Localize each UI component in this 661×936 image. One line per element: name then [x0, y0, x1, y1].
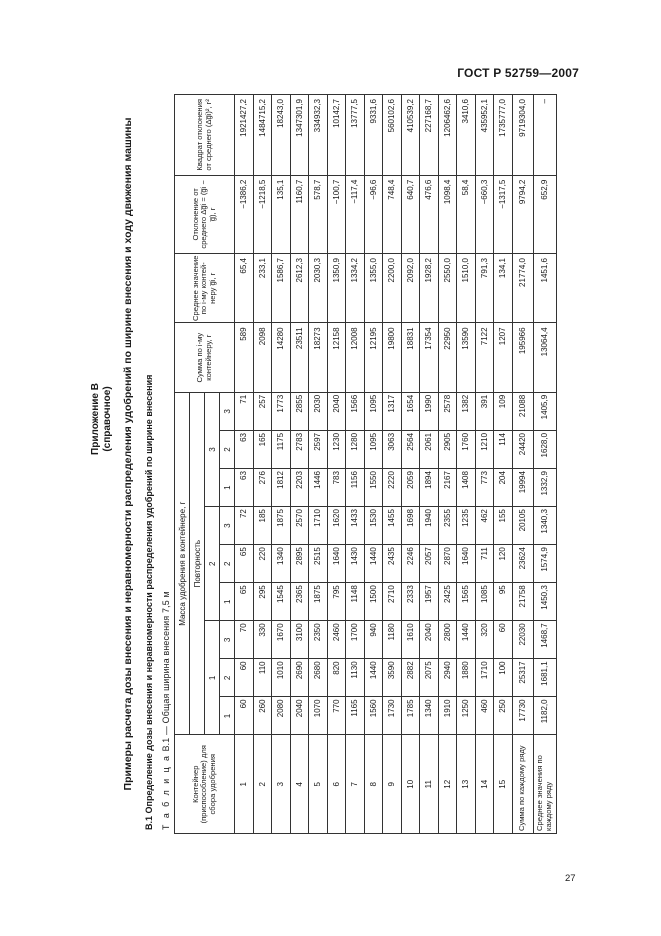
mass-cell: 2246 [401, 545, 420, 583]
mean-cell: 1586,7 [272, 254, 291, 323]
table-body [235, 95, 557, 834]
mass-cell: 20105 [512, 507, 533, 545]
dev-cell: −1317,5 [494, 175, 513, 253]
mass-cell: 114 [494, 430, 513, 468]
mass-cell: 2690 [290, 659, 309, 697]
mass-cell: 1340 [272, 545, 291, 583]
header-square: Квадрат отклонения от среднего (Δg̅i)², г² [175, 95, 235, 176]
mass-cell: 1773 [272, 392, 291, 430]
table-caption-prefix: Т а б л и ц а [161, 754, 171, 830]
sq-cell: 1735777,0 [494, 95, 513, 176]
container-cell: 12 [438, 735, 457, 834]
mass-cell: 2040 [327, 392, 346, 430]
mass-cell: 65 [235, 583, 254, 621]
sq-cell: 410539,2 [401, 95, 420, 176]
sum-cell: 2098 [253, 323, 272, 392]
mass-cell: 2333 [401, 583, 420, 621]
table-row [346, 95, 365, 834]
mass-cell: 2080 [272, 697, 291, 735]
sq-cell: 435952,1 [475, 95, 494, 176]
dev-cell: −117,4 [346, 175, 365, 253]
data-table [174, 94, 557, 834]
container-cell: 3 [272, 735, 291, 834]
section-title: В.1 Определение дозы внесения и неравномерности распределения удобрений по ширине внесения [144, 374, 154, 830]
sum-cell: 589 [235, 323, 254, 392]
sum-cell: 19800 [383, 323, 402, 392]
mass-cell: 1440 [364, 659, 383, 697]
mass-cell: 1566 [346, 392, 365, 430]
mass-cell: 95 [494, 583, 513, 621]
mass-cell: 204 [494, 469, 513, 507]
mean-cell: 1510,0 [457, 254, 476, 323]
mass-cell: 1210 [475, 430, 494, 468]
mass-cell: 1468,7 [533, 621, 556, 659]
sq-cell: – [533, 95, 556, 176]
mass-cell: 1165 [346, 697, 365, 735]
mass-cell: 1085 [475, 583, 494, 621]
mass-cell: 185 [253, 507, 272, 545]
mass-cell: 2905 [438, 430, 457, 468]
container-cell: 8 [364, 735, 383, 834]
mass-cell: 295 [253, 583, 272, 621]
table-row [533, 95, 556, 834]
mass-cell: 1095 [364, 430, 383, 468]
mass-cell: 1620 [327, 507, 346, 545]
table-caption [161, 74, 171, 830]
mass-cell: 120 [494, 545, 513, 583]
dev-cell: 135,1 [272, 175, 291, 253]
mean-cell: 233,1 [253, 254, 272, 323]
mass-cell: 100 [494, 659, 513, 697]
mass-cell: 773 [475, 469, 494, 507]
header-deviation: Отклонение от среднего Δg̅i = (g̅i − g̅), г [175, 175, 235, 253]
mass-cell: 1875 [309, 583, 328, 621]
mass-cell: 2855 [290, 392, 309, 430]
mass-cell: 1610 [401, 621, 420, 659]
mean-cell: 2612,3 [290, 254, 309, 323]
sum-cell: 18273 [309, 323, 328, 392]
mass-cell: 2365 [290, 583, 309, 621]
mean-cell: 791,3 [475, 254, 494, 323]
appendix-title: Примеры расчета дозы внесения и неравномерности распределения удобрений по ширине внесения и ходу движения машины [122, 117, 134, 791]
dev-cell: 652,9 [533, 175, 556, 253]
mass-cell: 260 [253, 697, 272, 735]
mass-cell: 391 [475, 392, 494, 430]
table-row [420, 95, 439, 834]
mass-cell: 2203 [290, 469, 309, 507]
dev-cell: −100,7 [327, 175, 346, 253]
mass-cell: 22030 [512, 621, 533, 659]
mean-cell: 2092,0 [401, 254, 420, 323]
mass-cell: 2515 [309, 545, 328, 583]
sq-cell: 560102,6 [383, 95, 402, 176]
document-header: ГОСТ Р 52759—2007 [457, 66, 579, 80]
table-row [253, 95, 272, 834]
container-cell: 11 [420, 735, 439, 834]
container-cell: 4 [290, 735, 309, 834]
mass-cell: 1010 [272, 659, 291, 697]
container-cell: 13 [457, 735, 476, 834]
mass-cell: 2460 [327, 621, 346, 659]
container-cell: 1 [235, 735, 254, 834]
mass-cell: 1681,1 [533, 659, 556, 697]
mass-cell: 1440 [457, 621, 476, 659]
mass-cell: 2435 [383, 545, 402, 583]
mass-cell: 1880 [457, 659, 476, 697]
mass-cell: 2597 [309, 430, 328, 468]
header-mass: Масса удобрения в контейнере, г [175, 392, 190, 735]
dev-cell: 748,4 [383, 175, 402, 253]
mass-cell: 2895 [290, 545, 309, 583]
header-row-3a: 3 [220, 621, 235, 659]
mass-cell: 2030 [309, 392, 328, 430]
mass-cell: 1700 [346, 621, 365, 659]
header-row-2a: 2 [220, 659, 235, 697]
mass-cell: 2040 [420, 621, 439, 659]
mass-cell: 165 [253, 430, 272, 468]
mass-cell: 1545 [272, 583, 291, 621]
mass-cell: 2710 [383, 583, 402, 621]
mass-cell: 23624 [512, 545, 533, 583]
sq-cell: 18243,0 [272, 95, 291, 176]
mean-cell: 2200,0 [383, 254, 402, 323]
container-cell: 5 [309, 735, 328, 834]
mass-cell: 21088 [512, 392, 533, 430]
container-cell: 9 [383, 735, 402, 834]
mass-cell: 2057 [420, 545, 439, 583]
header-rep-3: 3 [205, 392, 220, 506]
mass-cell: 1148 [346, 583, 365, 621]
sum-cell: 12008 [346, 323, 365, 392]
container-cell: 10 [401, 735, 420, 834]
mass-cell: 65 [235, 545, 254, 583]
header-row-3c: 3 [220, 392, 235, 430]
mean-cell: 1350,9 [327, 254, 346, 323]
table-row [457, 95, 476, 834]
sum-cell: 17354 [420, 323, 439, 392]
container-cell: 6 [327, 735, 346, 834]
sum-cell: 7122 [475, 323, 494, 392]
mass-cell: 2075 [420, 659, 439, 697]
table-row [290, 95, 309, 834]
mass-cell: 1405,9 [533, 392, 556, 430]
sq-cell: 1921427,2 [235, 95, 254, 176]
mean-cell: 2550,0 [438, 254, 457, 323]
sum-cell: 12195 [364, 323, 383, 392]
mass-cell: 1530 [364, 507, 383, 545]
mass-cell: 1500 [364, 583, 383, 621]
mass-cell: 940 [364, 621, 383, 659]
mass-cell: 220 [253, 545, 272, 583]
sq-cell: 3410,6 [457, 95, 476, 176]
mass-cell: 1940 [420, 507, 439, 545]
mass-cell: 71 [235, 392, 254, 430]
mass-cell: 320 [475, 621, 494, 659]
mass-cell: 2870 [438, 545, 457, 583]
mass-cell: 25317 [512, 659, 533, 697]
dev-cell: 58,4 [457, 175, 476, 253]
dev-cell: −660,3 [475, 175, 494, 253]
mass-cell: 24420 [512, 430, 533, 468]
mass-cell: 60 [235, 659, 254, 697]
mass-cell: 783 [327, 469, 346, 507]
mass-cell: 1430 [346, 545, 365, 583]
rotated-content [90, 74, 570, 834]
mean-cell: 1928,2 [420, 254, 439, 323]
table-row [512, 95, 533, 834]
table-caption-text: В.1 — Общая ширина внесения 7,5 м [161, 591, 171, 755]
mass-cell: 1340,3 [533, 507, 556, 545]
table-row [401, 95, 420, 834]
mean-cell: 1451,6 [533, 254, 556, 323]
sq-cell: 9331,6 [364, 95, 383, 176]
sq-cell: 334932,3 [309, 95, 328, 176]
dev-cell: −1386,2 [235, 175, 254, 253]
container-cell: 2 [253, 735, 272, 834]
mass-cell: 1670 [272, 621, 291, 659]
mass-cell: 462 [475, 507, 494, 545]
sq-cell: 1484715,2 [253, 95, 272, 176]
mean-cell: 21774,0 [512, 254, 533, 323]
table-row [494, 95, 513, 834]
mass-cell: 2167 [438, 469, 457, 507]
header-row-2c: 2 [220, 430, 235, 468]
mass-cell: 1894 [420, 469, 439, 507]
mass-cell: 72 [235, 507, 254, 545]
mean-cell: 65,4 [235, 254, 254, 323]
mass-cell: 2059 [401, 469, 420, 507]
container-cell: 15 [494, 735, 513, 834]
table-row [475, 95, 494, 834]
mass-cell: 1070 [309, 697, 328, 735]
sq-cell: 9719304,0 [512, 95, 533, 176]
container-cell: 14 [475, 735, 494, 834]
appendix-label: Приложение В [90, 383, 101, 455]
sq-cell: 1206462,6 [438, 95, 457, 176]
table-row [235, 95, 254, 834]
dev-cell: 476,6 [420, 175, 439, 253]
mass-cell: 1250 [457, 697, 476, 735]
mass-cell: 19994 [512, 469, 533, 507]
mass-cell: 2570 [290, 507, 309, 545]
mass-cell: 3100 [290, 621, 309, 659]
table-row [327, 95, 346, 834]
mass-cell: 276 [253, 469, 272, 507]
mass-cell: 1332,9 [533, 469, 556, 507]
mass-cell: 1957 [420, 583, 439, 621]
mass-cell: 60 [494, 621, 513, 659]
table-row [364, 95, 383, 834]
mass-cell: 1446 [309, 469, 328, 507]
mass-cell: 1450,3 [533, 583, 556, 621]
sq-cell: 1347301,9 [290, 95, 309, 176]
mass-cell: 2220 [383, 469, 402, 507]
sum-cell: 22950 [438, 323, 457, 392]
mass-cell: 1990 [420, 392, 439, 430]
header-container: Контейнер (приспособление) для сбора удобрения [175, 735, 235, 834]
header-row-1a: 1 [220, 697, 235, 735]
mass-cell: 1710 [309, 507, 328, 545]
header-rep-2: 2 [205, 507, 220, 621]
mass-cell: 2355 [438, 507, 457, 545]
container-cell: Среднее значения по каждому ряду [533, 735, 556, 834]
mass-cell: 63 [235, 469, 254, 507]
mass-cell: 1550 [364, 469, 383, 507]
mass-cell: 1408 [457, 469, 476, 507]
table-row [438, 95, 457, 834]
mass-cell: 1280 [346, 430, 365, 468]
table-row [309, 95, 328, 834]
mass-cell: 2061 [420, 430, 439, 468]
mass-cell: 2882 [401, 659, 420, 697]
header-rep-1: 1 [205, 621, 220, 735]
appendix-type: (справочное) [102, 386, 113, 452]
header-row-2b: 2 [220, 545, 235, 583]
mass-cell: 109 [494, 392, 513, 430]
mass-cell: 1640 [327, 545, 346, 583]
mass-cell: 1433 [346, 507, 365, 545]
mass-cell: 1710 [475, 659, 494, 697]
header-row-1b: 1 [220, 583, 235, 621]
mass-cell: 257 [253, 392, 272, 430]
mass-cell: 2350 [309, 621, 328, 659]
mass-cell: 1182,0 [533, 697, 556, 735]
mass-cell: 1130 [346, 659, 365, 697]
sq-cell: 13777,5 [346, 95, 365, 176]
mass-cell: 2680 [309, 659, 328, 697]
mass-cell: 1095 [364, 392, 383, 430]
mass-cell: 2800 [438, 621, 457, 659]
mass-cell: 3590 [383, 659, 402, 697]
mass-cell: 795 [327, 583, 346, 621]
mass-cell: 1910 [438, 697, 457, 735]
dev-cell: −1218,5 [253, 175, 272, 253]
mass-cell: 155 [494, 507, 513, 545]
sum-cell: 23511 [290, 323, 309, 392]
mass-cell: 330 [253, 621, 272, 659]
mass-cell: 1560 [364, 697, 383, 735]
mass-cell: 1785 [401, 697, 420, 735]
mass-cell: 3063 [383, 430, 402, 468]
mass-cell: 2783 [290, 430, 309, 468]
mass-cell: 1180 [383, 621, 402, 659]
dev-cell: 1160,7 [290, 175, 309, 253]
mass-cell: 1875 [272, 507, 291, 545]
mass-cell: 711 [475, 545, 494, 583]
mass-cell: 1628,0 [533, 430, 556, 468]
mass-cell: 2425 [438, 583, 457, 621]
mass-cell: 1175 [272, 430, 291, 468]
dev-cell: 9794,2 [512, 175, 533, 253]
sum-cell: 12158 [327, 323, 346, 392]
container-cell: Сумма по каждому ряду [512, 735, 533, 834]
sq-cell: 227168,7 [420, 95, 439, 176]
mass-cell: 1317 [383, 392, 402, 430]
mass-cell: 60 [235, 697, 254, 735]
mass-cell: 1654 [401, 392, 420, 430]
mass-cell: 1565 [457, 583, 476, 621]
mass-cell: 2564 [401, 430, 420, 468]
mass-cell: 1574,9 [533, 545, 556, 583]
mass-cell: 1698 [401, 507, 420, 545]
mass-cell: 250 [494, 697, 513, 735]
dev-cell: 578,7 [309, 175, 328, 253]
header-sum: Сумма по i-му контейнеру, г [175, 323, 235, 392]
mass-cell: 2040 [290, 697, 309, 735]
mass-cell: 1340 [420, 697, 439, 735]
mass-cell: 460 [475, 697, 494, 735]
mass-cell: 1382 [457, 392, 476, 430]
mass-cell: 1640 [457, 545, 476, 583]
mass-cell: 21758 [512, 583, 533, 621]
mass-cell: 17730 [512, 697, 533, 735]
mean-cell: 2030,3 [309, 254, 328, 323]
mass-cell: 1230 [327, 430, 346, 468]
mass-cell: 1812 [272, 469, 291, 507]
header-row-3b: 3 [220, 507, 235, 545]
dev-cell: 1098,4 [438, 175, 457, 253]
appendix-heading [90, 74, 114, 764]
mass-cell: 1235 [457, 507, 476, 545]
sum-cell: 14280 [272, 323, 291, 392]
mass-cell: 70 [235, 621, 254, 659]
sq-cell: 10142,7 [327, 95, 346, 176]
sum-cell: 1207 [494, 323, 513, 392]
header-mean: Среднее значение по i-му контей-неру g̅i, г [175, 254, 235, 323]
table-row [383, 95, 402, 834]
container-cell: 7 [346, 735, 365, 834]
dev-cell: −96,6 [364, 175, 383, 253]
mass-cell: 2940 [438, 659, 457, 697]
sum-cell: 195966 [512, 323, 533, 392]
header-repeat: Повторность [190, 392, 205, 735]
mean-cell: 1355,0 [364, 254, 383, 323]
mean-cell: 134,1 [494, 254, 513, 323]
mass-cell: 63 [235, 430, 254, 468]
sum-cell: 13590 [457, 323, 476, 392]
mass-cell: 1440 [364, 545, 383, 583]
mass-cell: 110 [253, 659, 272, 697]
mass-cell: 1156 [346, 469, 365, 507]
page-number: 27 [565, 873, 576, 884]
table-row [272, 95, 291, 834]
mass-cell: 1730 [383, 697, 402, 735]
dev-cell: 640,7 [401, 175, 420, 253]
sum-cell: 18831 [401, 323, 420, 392]
mean-cell: 1334,2 [346, 254, 365, 323]
mass-cell: 770 [327, 697, 346, 735]
header-row-1c: 1 [220, 469, 235, 507]
mass-cell: 2578 [438, 392, 457, 430]
sum-cell: 13064,4 [533, 323, 556, 392]
mass-cell: 1760 [457, 430, 476, 468]
mass-cell: 820 [327, 659, 346, 697]
mass-cell: 1455 [383, 507, 402, 545]
